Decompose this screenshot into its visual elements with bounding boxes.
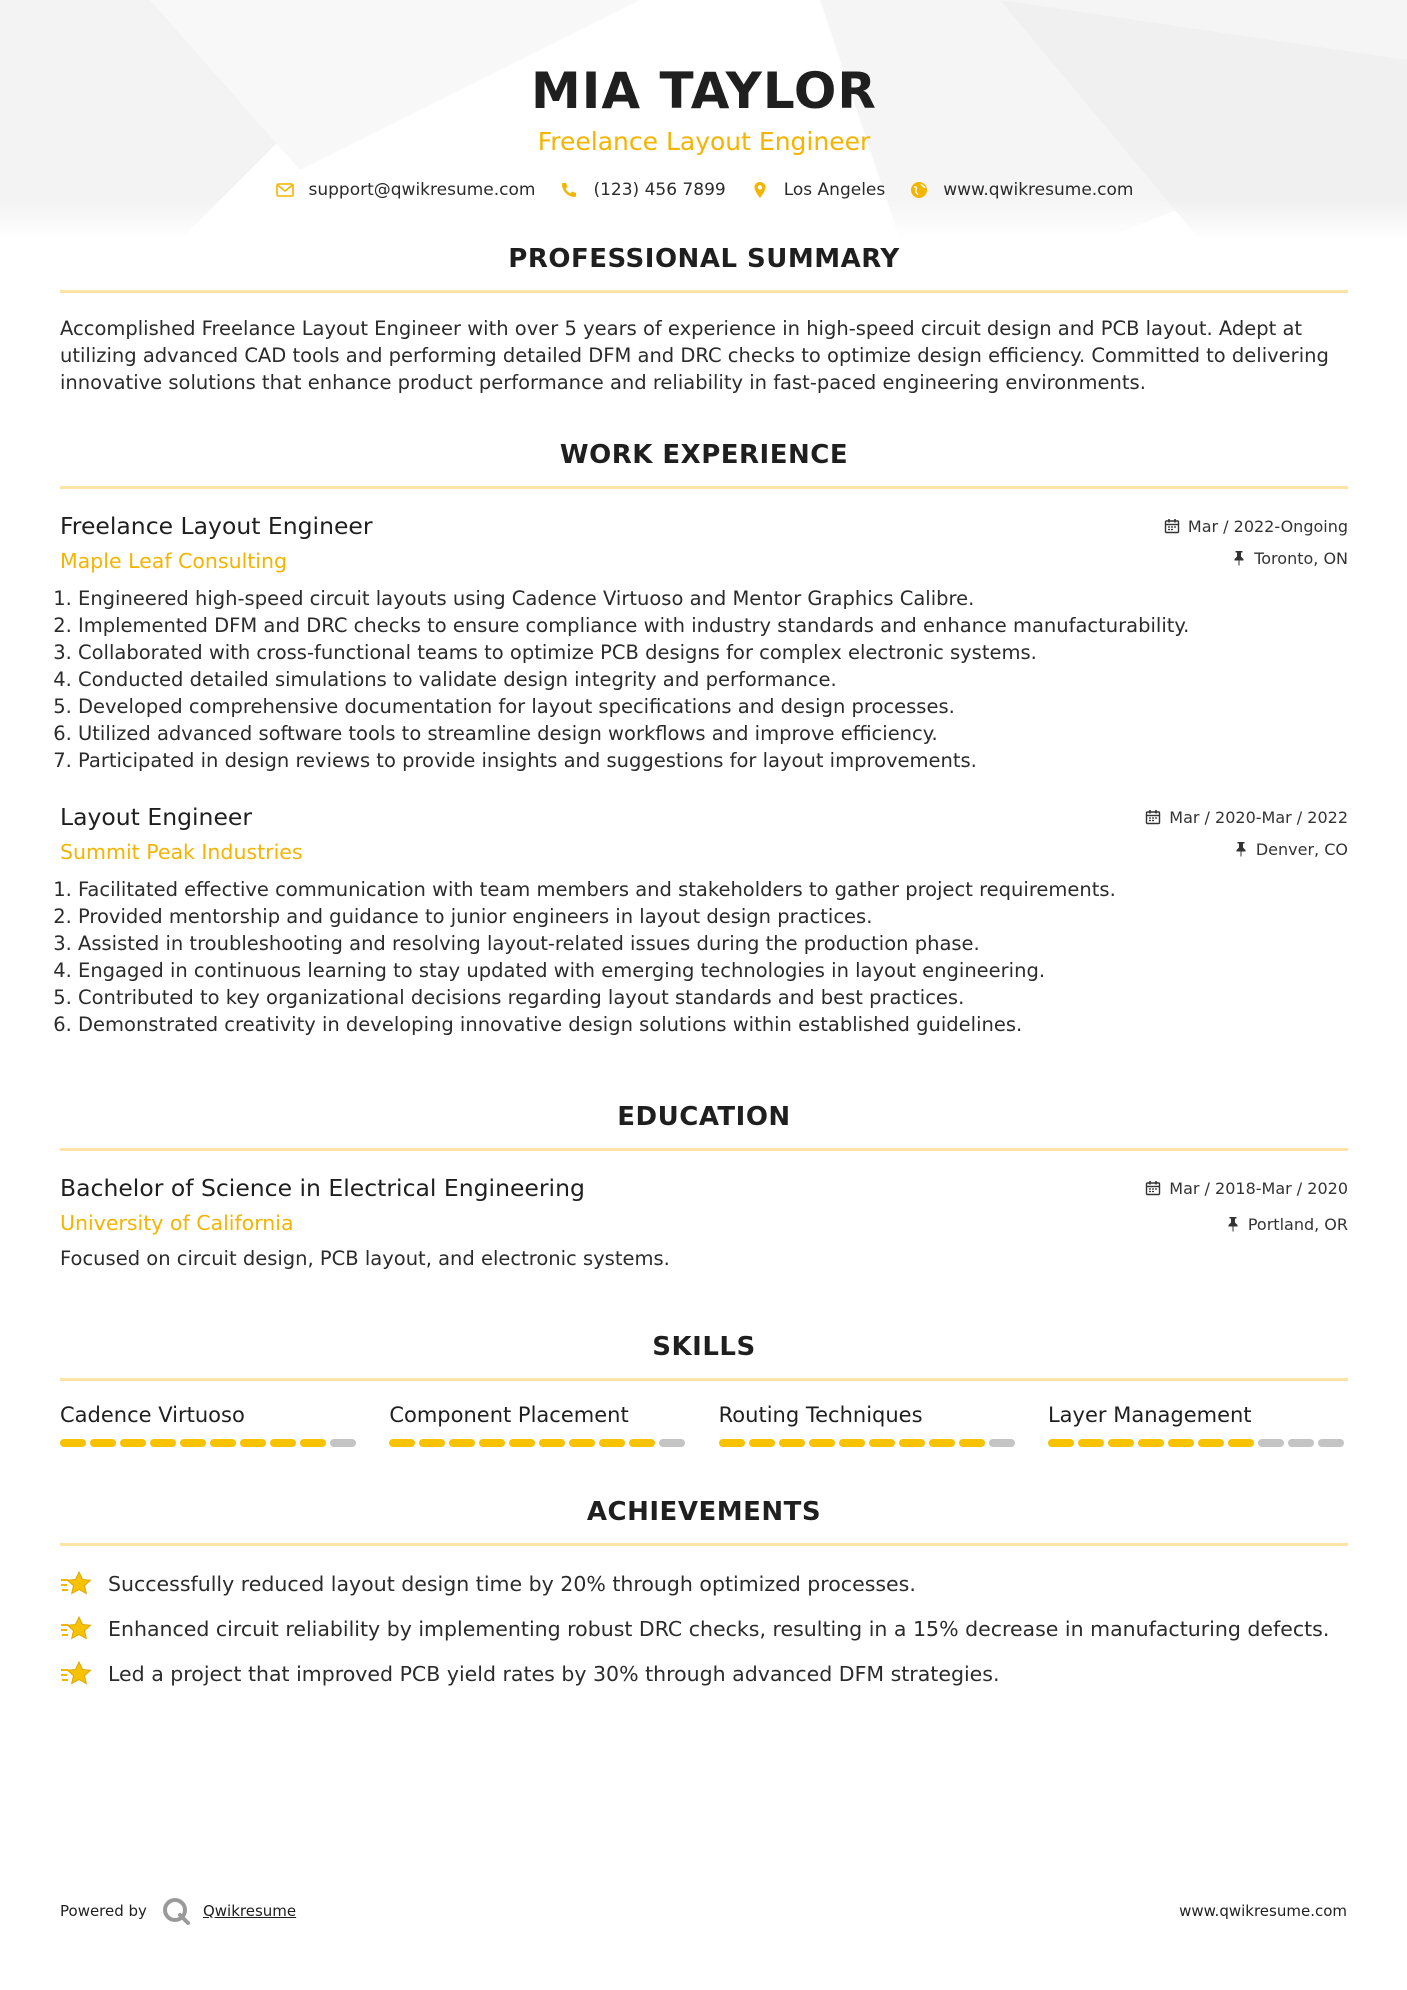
education-location: Portland, OR [1247, 1214, 1348, 1234]
pushpin-icon [1232, 550, 1246, 566]
globe-icon [909, 180, 929, 200]
job-company: Summit Peak Industries [60, 840, 303, 864]
skills-section [60, 1330, 1348, 1447]
skill-dot-filled [539, 1439, 565, 1447]
skill-dot-filled [150, 1439, 176, 1447]
star-icon [60, 1570, 92, 1598]
job-bullet: 6. Demonstrated creativity in developing innovative design solutions within established guidelines. [78, 1011, 1348, 1038]
skill-level-bar [60, 1439, 360, 1447]
job-bullet: 4. Engaged in continuous learning to stay updated with emerging technologies in layout engineering. [78, 957, 1348, 984]
skill-dot-filled [629, 1439, 655, 1447]
skill-dot-filled [240, 1439, 266, 1447]
email-text: support@qwikresume.com [308, 180, 536, 200]
summary-text: Accomplished Freelance Layout Engineer with over 5 years of experience in high-speed circuit design and PCB layout. Adept at utilizing advanced CAD tools and performing detailed DFM and DRC checks to optimize design efficiency. Committed to delivering innovative solutions that enhance product performance and reliability in fast-paced engineering environments. [60, 317, 1329, 394]
education-description: Focused on circuit design, PCB layout, and electronic systems. [60, 1247, 670, 1270]
job-bullet: 5. Developed comprehensive documentation for layout specifications and design processes. [78, 693, 1348, 720]
skill-dot-filled [1168, 1439, 1194, 1447]
summary-title: PROFESSIONAL SUMMARY [508, 244, 900, 274]
skill-dot-filled [1048, 1439, 1074, 1447]
job-dates: Mar / 2022-Ongoing [1187, 516, 1348, 536]
job-bullet: 3. Assisted in troubleshooting and resolving layout-related issues during the production phase. [78, 930, 1348, 957]
job-bullet: 4. Conducted detailed simulations to validate design integrity and performance. [78, 666, 1348, 693]
skill-dot-empty [330, 1439, 356, 1447]
qwikresume-logo-icon [161, 1896, 191, 1926]
skill-dot-filled [389, 1439, 415, 1447]
education-entry [60, 1173, 1348, 1272]
contact-email[interactable] [275, 180, 536, 200]
job-title: Layout Engineer [60, 803, 253, 831]
brand-link[interactable]: Qwikresume [202, 1902, 297, 1920]
skill-dot-empty [659, 1439, 685, 1447]
job-bullet: 2. Provided mentorship and guidance to junior engineers in layout design practices. [78, 903, 1348, 930]
calendar-icon [1145, 1180, 1161, 1196]
skill-dot-empty [1258, 1439, 1284, 1447]
skill-item [1048, 1401, 1348, 1447]
skill-dot-filled [90, 1439, 116, 1447]
skill-dot-filled [1108, 1439, 1134, 1447]
education-section [60, 1100, 1348, 1272]
skill-level-bar [1048, 1439, 1348, 1447]
skill-name: Routing Techniques [718, 1403, 923, 1427]
skill-dot-filled [1198, 1439, 1224, 1447]
skill-dot-filled [1228, 1439, 1254, 1447]
skill-dot-filled [749, 1439, 775, 1447]
achievement-text: Enhanced circuit reliability by implementing robust DRC checks, resulting in a 15% decrease in manufacturing defects. [108, 1617, 1330, 1641]
footer-powered-by [60, 1896, 296, 1926]
contact-phone[interactable] [559, 180, 725, 200]
skill-name: Component Placement [389, 1403, 629, 1427]
job-dates: Mar / 2020-Mar / 2022 [1169, 807, 1348, 827]
experience-title: WORK EXPERIENCE [559, 440, 849, 470]
calendar-icon [1164, 518, 1180, 534]
achievement-text: Led a project that improved PCB yield rates by 30% through advanced DFM strategies. [108, 1662, 1000, 1686]
phone-text: (123) 456 7899 [593, 180, 726, 200]
job-bullet: 6. Utilized advanced software tools to streamline design workflows and improve efficiency. [78, 720, 1348, 747]
job-entry [60, 802, 1348, 1038]
skill-dot-filled [929, 1439, 955, 1447]
skill-item [60, 1401, 360, 1447]
skill-dot-filled [899, 1439, 925, 1447]
skills-row [60, 1401, 1348, 1447]
skill-dot-filled [479, 1439, 505, 1447]
skill-dot-filled [839, 1439, 865, 1447]
skill-dot-filled [1078, 1439, 1104, 1447]
job-company: Maple Leaf Consulting [60, 549, 288, 573]
skill-dot-filled [509, 1439, 535, 1447]
calendar-icon [1145, 809, 1161, 825]
pushpin-icon [1226, 1216, 1240, 1232]
skill-dot-filled [419, 1439, 445, 1447]
job-bullet: 7. Participated in design reviews to provide insights and suggestions for layout improvements. [78, 747, 1348, 774]
skill-dot-filled [210, 1439, 236, 1447]
skills-title: SKILLS [652, 1332, 756, 1362]
summary-section [60, 242, 1348, 396]
footer-website-link[interactable]: www.qwikresume.com [1179, 1902, 1347, 1920]
education-meta [1145, 1177, 1348, 1235]
skill-dot-filled [300, 1439, 326, 1447]
skill-dot-filled [719, 1439, 745, 1447]
job-bullet: 1. Facilitated effective communication with team members and stakeholders to gather project requirements. [78, 876, 1348, 903]
contact-location [750, 180, 886, 200]
school-name: University of California [60, 1211, 294, 1235]
job-title: Freelance Layout Engineer [60, 512, 373, 540]
skill-level-bar [389, 1439, 689, 1447]
job-bullets [60, 585, 1348, 774]
section-divider [60, 1543, 1348, 1546]
resume-page [60, 0, 1348, 1703]
achievements-section [60, 1495, 1348, 1690]
phone-icon [559, 180, 579, 200]
skill-dot-filled [1138, 1439, 1164, 1447]
skill-dot-empty [989, 1439, 1015, 1447]
job-location: Denver, CO [1255, 839, 1348, 859]
job-entry [60, 511, 1348, 774]
education-dates: Mar / 2018-Mar / 2020 [1169, 1178, 1348, 1198]
section-divider [60, 290, 1348, 293]
star-icon [60, 1660, 92, 1688]
section-divider [60, 1378, 1348, 1381]
location-text: Los Angeles [783, 180, 886, 200]
skill-dot-empty [1318, 1439, 1344, 1447]
envelope-icon [275, 180, 295, 200]
skill-dot-filled [449, 1439, 475, 1447]
skill-dot-filled [599, 1439, 625, 1447]
skill-dot-filled [120, 1439, 146, 1447]
job-meta [1145, 806, 1348, 860]
section-divider [60, 486, 1348, 489]
section-divider [60, 1148, 1348, 1151]
achievement-item [60, 1658, 1348, 1690]
achievements-list [60, 1568, 1348, 1690]
skill-dot-filled [180, 1439, 206, 1447]
contact-website[interactable] [909, 180, 1133, 200]
skill-dot-filled [809, 1439, 835, 1447]
resume-header [60, 0, 1348, 200]
skill-item [719, 1401, 1019, 1447]
job-bullet: 3. Collaborated with cross-functional teams to optimize PCB designs for complex electronic systems. [78, 639, 1348, 666]
pushpin-icon [1234, 841, 1248, 857]
candidate-name: MIA TAYLOR [531, 62, 877, 120]
skill-dot-filled [959, 1439, 985, 1447]
skill-item [389, 1401, 689, 1447]
experience-section [60, 438, 1348, 1038]
job-bullet: 2. Implemented DFM and DRC checks to ensure compliance with industry standards and enhance manufacturability. [78, 612, 1348, 639]
education-title: EDUCATION [617, 1102, 791, 1132]
skill-dot-filled [869, 1439, 895, 1447]
website-text: www.qwikresume.com [943, 180, 1134, 200]
contact-bar [60, 180, 1348, 200]
map-pin-icon [750, 180, 770, 200]
skill-dot-empty [1288, 1439, 1314, 1447]
job-location: Toronto, ON [1254, 548, 1348, 568]
job-meta [1164, 515, 1348, 569]
skill-dot-filled [569, 1439, 595, 1447]
achievements-title: ACHIEVEMENTS [586, 1497, 822, 1527]
degree-title: Bachelor of Science in Electrical Engineering [60, 1174, 585, 1202]
powered-by-label: Powered by [60, 1902, 147, 1920]
job-bullets [60, 876, 1348, 1038]
achievement-text: Successfully reduced layout design time by 20% through optimized processes. [108, 1572, 916, 1596]
job-bullet: 5. Contributed to key organizational decisions regarding layout standards and best practices. [78, 984, 1348, 1011]
skill-level-bar [719, 1439, 1019, 1447]
star-icon [60, 1615, 92, 1643]
skill-dot-filled [779, 1439, 805, 1447]
skill-name: Cadence Virtuoso [60, 1403, 245, 1427]
skill-dot-filled [60, 1439, 86, 1447]
candidate-role: Freelance Layout Engineer [537, 127, 871, 156]
skill-dot-filled [270, 1439, 296, 1447]
skill-name: Layer Management [1047, 1403, 1252, 1427]
achievement-item [60, 1568, 1348, 1600]
footer [60, 1896, 1347, 1926]
achievement-item [60, 1613, 1348, 1645]
job-bullet: 1. Engineered high-speed circuit layouts using Cadence Virtuoso and Mentor Graphics Calibre. [78, 585, 1348, 612]
